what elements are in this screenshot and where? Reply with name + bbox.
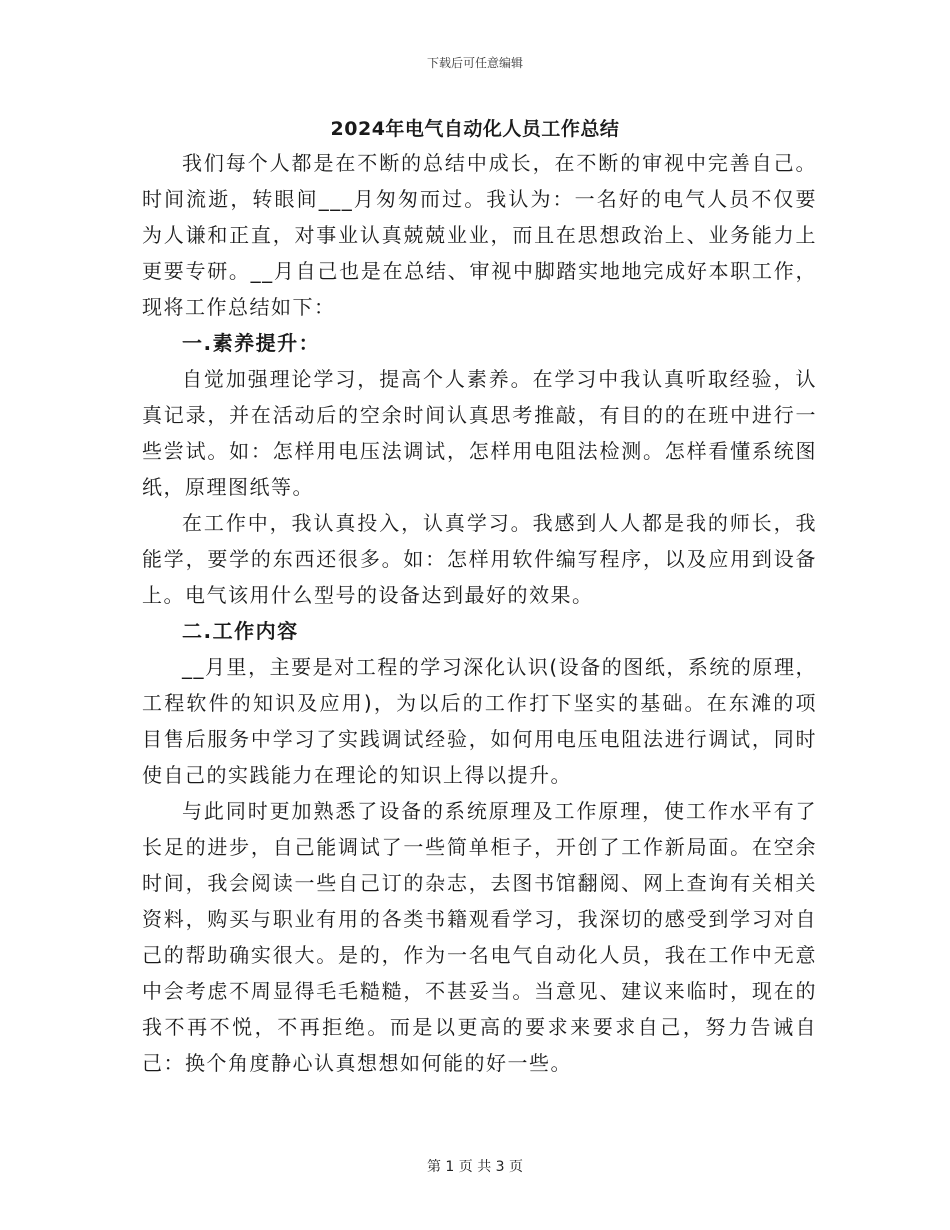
paragraph-quality-1: 自觉加强理论学习，提高个人素养。在学习中我认真听取经验，认真记录，并在活动后的空余时间认真思考推敲，有目的的在班中进行一些尝试。如：怎样用电压法调试，怎样用电阻法检测。怎样看懂系统图纸，原理图纸等。 — [142, 367, 817, 499]
document-body — [142, 145, 817, 1081]
page-number: 第 1 页 共 3 页 — [426, 1159, 524, 1175]
section-heading-work: 二.工作内容 — [182, 619, 299, 643]
document-title: 2024年电气自动化人员工作总结 — [330, 118, 620, 140]
section-heading-quality: 一.素养提升： — [182, 331, 321, 355]
paragraph-work-1: __月里，主要是对工程的学习深化认识(设备的图纸，系统的原理，工程软件的知识及应用)，为以后的工作打下坚实的基础。在东滩的项目售后服务中学习了实践调试经验，如何用电压电阻法进行调试，同时使自己的实践能力在理论的知识上得以提升。 — [142, 655, 817, 787]
paragraph-quality-2: 在工作中，我认真投入，认真学习。我感到人人都是我的师长，我能学，要学的东西还很多。如：怎样用软件编写程序，以及应用到设备上。电气该用什么型号的设备达到最好的效果。 — [142, 511, 817, 607]
header-note: 下载后可任意编辑 — [426, 56, 523, 70]
paragraph-work-2: 与此同时更加熟悉了设备的系统原理及工作原理，使工作水平有了长足的进步，自己能调试了一些简单柜子，开创了工作新局面。在空余时间，我会阅读一些自己订的杂志，去图书馆翻阅、网上查询有关相关资料，购买与职业有用的各类书籍观看学习，我深切的感受到学习对自己的帮助确实很大。是的，作为一名电气自动化人员，我在工作中无意中会考虑不周显得毛毛糙糙，不甚妥当。当意见、建议来临时，现在的我不再不悦，不再拒绝。而是以更高的要求来要求自己，努力告诫自己：换个角度静心认真想想如何能的好一些。 — [142, 799, 817, 1075]
paragraph-intro: 我们每个人都是在不断的总结中成长，在不断的审视中完善自己。时间流逝，转眼间___月匆匆而过。我认为：一名好的电气人员不仅要为人谦和正直，对事业认真兢兢业业，而且在思想政治上、业务能力上更要专研。__月自己也是在总结、审视中脚踏实地地完成好本职工作，现将工作总结如下： — [142, 151, 817, 319]
